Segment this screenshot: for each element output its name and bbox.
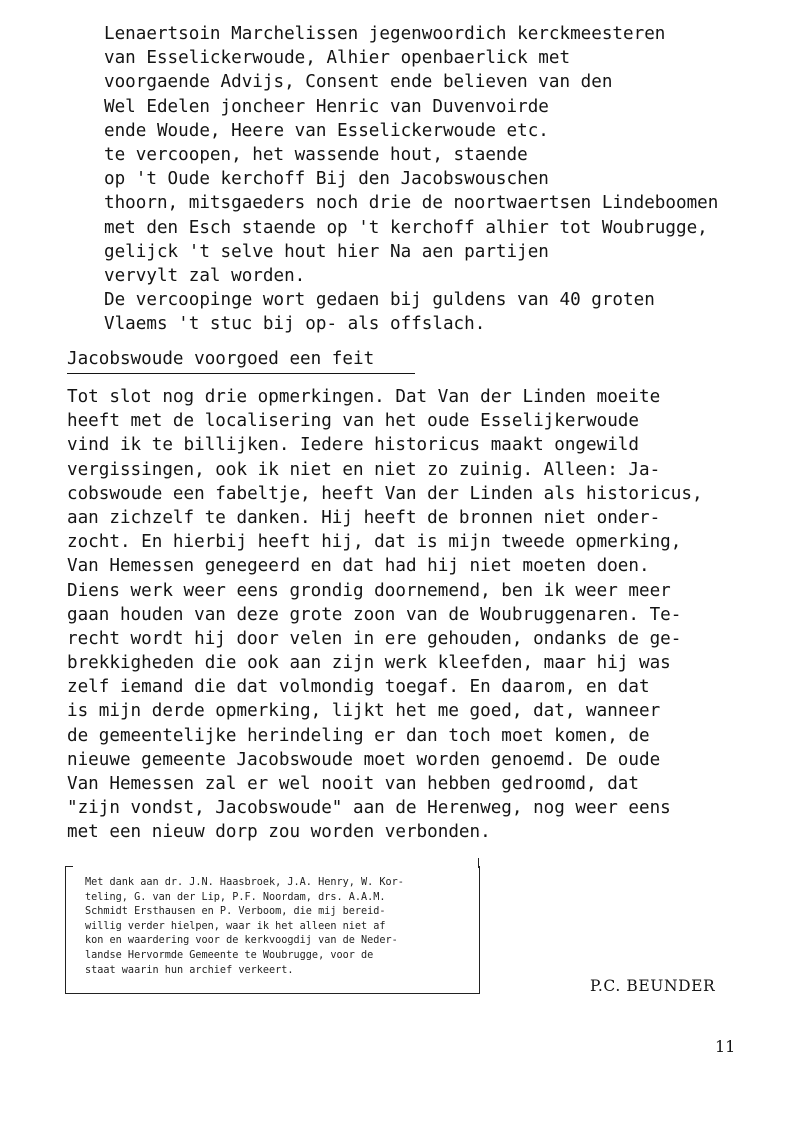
body-line: Van Hemessen zal er wel nooit van hebben gedroomd, dat: [67, 774, 639, 794]
body-line: aan zichzelf te danken. Hij heeft de bronnen niet onder-: [67, 507, 661, 528]
acknowledgement-line: teling, G. van der Lip, P.F. Noordam, drs. A.A.M.: [85, 891, 386, 903]
quote-line: vervylt zal worden.: [104, 265, 306, 286]
body-line: vergissingen, ook ik niet en niet zo zuinig. Alleen: Ja-: [67, 459, 661, 480]
body-line: cobswoude een fabeltje, heeft Van der Linden als historicus,: [67, 483, 703, 504]
body-line: "zijn vondst, Jacobswoude" aan de Herenweg, nog weer eens: [67, 798, 671, 819]
box-edge-mark: [478, 858, 479, 868]
body-line: Diens werk weer eens grondig doornemend, ben ik weer meer: [67, 580, 671, 601]
author-signature: P.C. BEUNDER: [590, 977, 716, 995]
box-corner-mark: [65, 866, 73, 867]
quote-line: met den Esch staende op 't kerchoff alhier tot Woubrugge,: [104, 217, 708, 238]
body-line: brekkigheden die ook aan zijn werk kleefden, maar hij was: [67, 653, 671, 674]
quote-line: van Esselickerwoude, Alhier openbaerlick met: [104, 48, 571, 69]
quote-line: De vercoopinge wort gedaen bij guldens van 40 groten: [104, 290, 655, 311]
body-line: met een nieuw dorp zou worden verbonden.: [67, 822, 491, 843]
body-line: gaan houden van deze grote zoon van de Woubruggenaren. Te-: [67, 604, 682, 625]
quote-line: Wel Edelen joncheer Henric van Duvenvoirde: [104, 96, 549, 117]
body-line: Tot slot nog drie opmerkingen. Dat Van der Linden moeite: [67, 387, 661, 407]
quote-line: thoorn, mitsgaeders noch drie de noortwaertsen Lindeboomen: [104, 193, 719, 214]
acknowledgement-line: Schmidt Ersthausen en P. Verboom, die mij bereid-: [85, 906, 386, 918]
body-line: zocht. En hierbij heeft hij, dat is mijn tweede opmerking,: [67, 532, 682, 553]
body-line: zelf iemand die dat volmondig toegaf. En daarom, en dat: [67, 677, 650, 698]
body-line: is mijn derde opmerking, lijkt het me goed, dat, wanneer: [67, 701, 661, 722]
acknowledgement-line: staat waarin hun archief verkeert.: [85, 964, 294, 976]
body-line: heeft met de localisering van het oude Esselijkerwoude: [67, 411, 639, 432]
body-line: vind ik te billijken. Iedere historicus maakt ongewild: [67, 435, 639, 456]
quote-line: Lenaertsoin Marchelissen jegenwoordich kerckmeesteren: [104, 24, 666, 44]
body-line: nieuwe gemeente Jacobswoude moet worden genoemd. De oude: [67, 749, 661, 770]
quote-line: te vercoopen, het wassende hout, staende: [104, 144, 528, 165]
body-line: de gemeentelijke herindeling er dan toch moet komen, de: [67, 725, 650, 746]
page-number: 11: [715, 1037, 736, 1056]
quote-line: Vlaems 't stuc bij op- als offslach.: [104, 314, 486, 335]
acknowledgement-line: kon en waardering voor de kerkvoogdij van de Neder-: [85, 935, 398, 947]
quoted-archive-text: [104, 22, 800, 336]
acknowledgement-line: Met dank aan dr. J.N. Haasbroek, J.A. Henry, W. Kor-: [85, 877, 404, 888]
quote-line: ende Woude, Heere van Esselickerwoude etc.: [104, 120, 549, 141]
section-heading: Jacobswoude voorgoed een feit: [67, 347, 415, 374]
quote-line: voorgaende Advijs, Consent ende believen van den: [104, 72, 613, 93]
body-line: recht wordt hij door velen in ere gehouden, ondanks de ge-: [67, 628, 682, 649]
acknowledgement-line: willig verder hielpen, waar ik het alleen niet af: [85, 920, 386, 932]
quote-line: op 't Oude kerchoff Bij den Jacobswouschen: [104, 169, 549, 190]
body-paragraph: [67, 385, 800, 845]
acknowledgement-line: landse Hervormde Gemeente te Woubrugge, voor de: [85, 949, 374, 961]
acknowledgement-text: [85, 876, 475, 978]
body-line: Van Hemessen genegeerd en dat had hij niet moeten doen.: [67, 556, 650, 577]
quote-line: gelijck 't selve hout hier Na aen partijen: [104, 241, 549, 262]
